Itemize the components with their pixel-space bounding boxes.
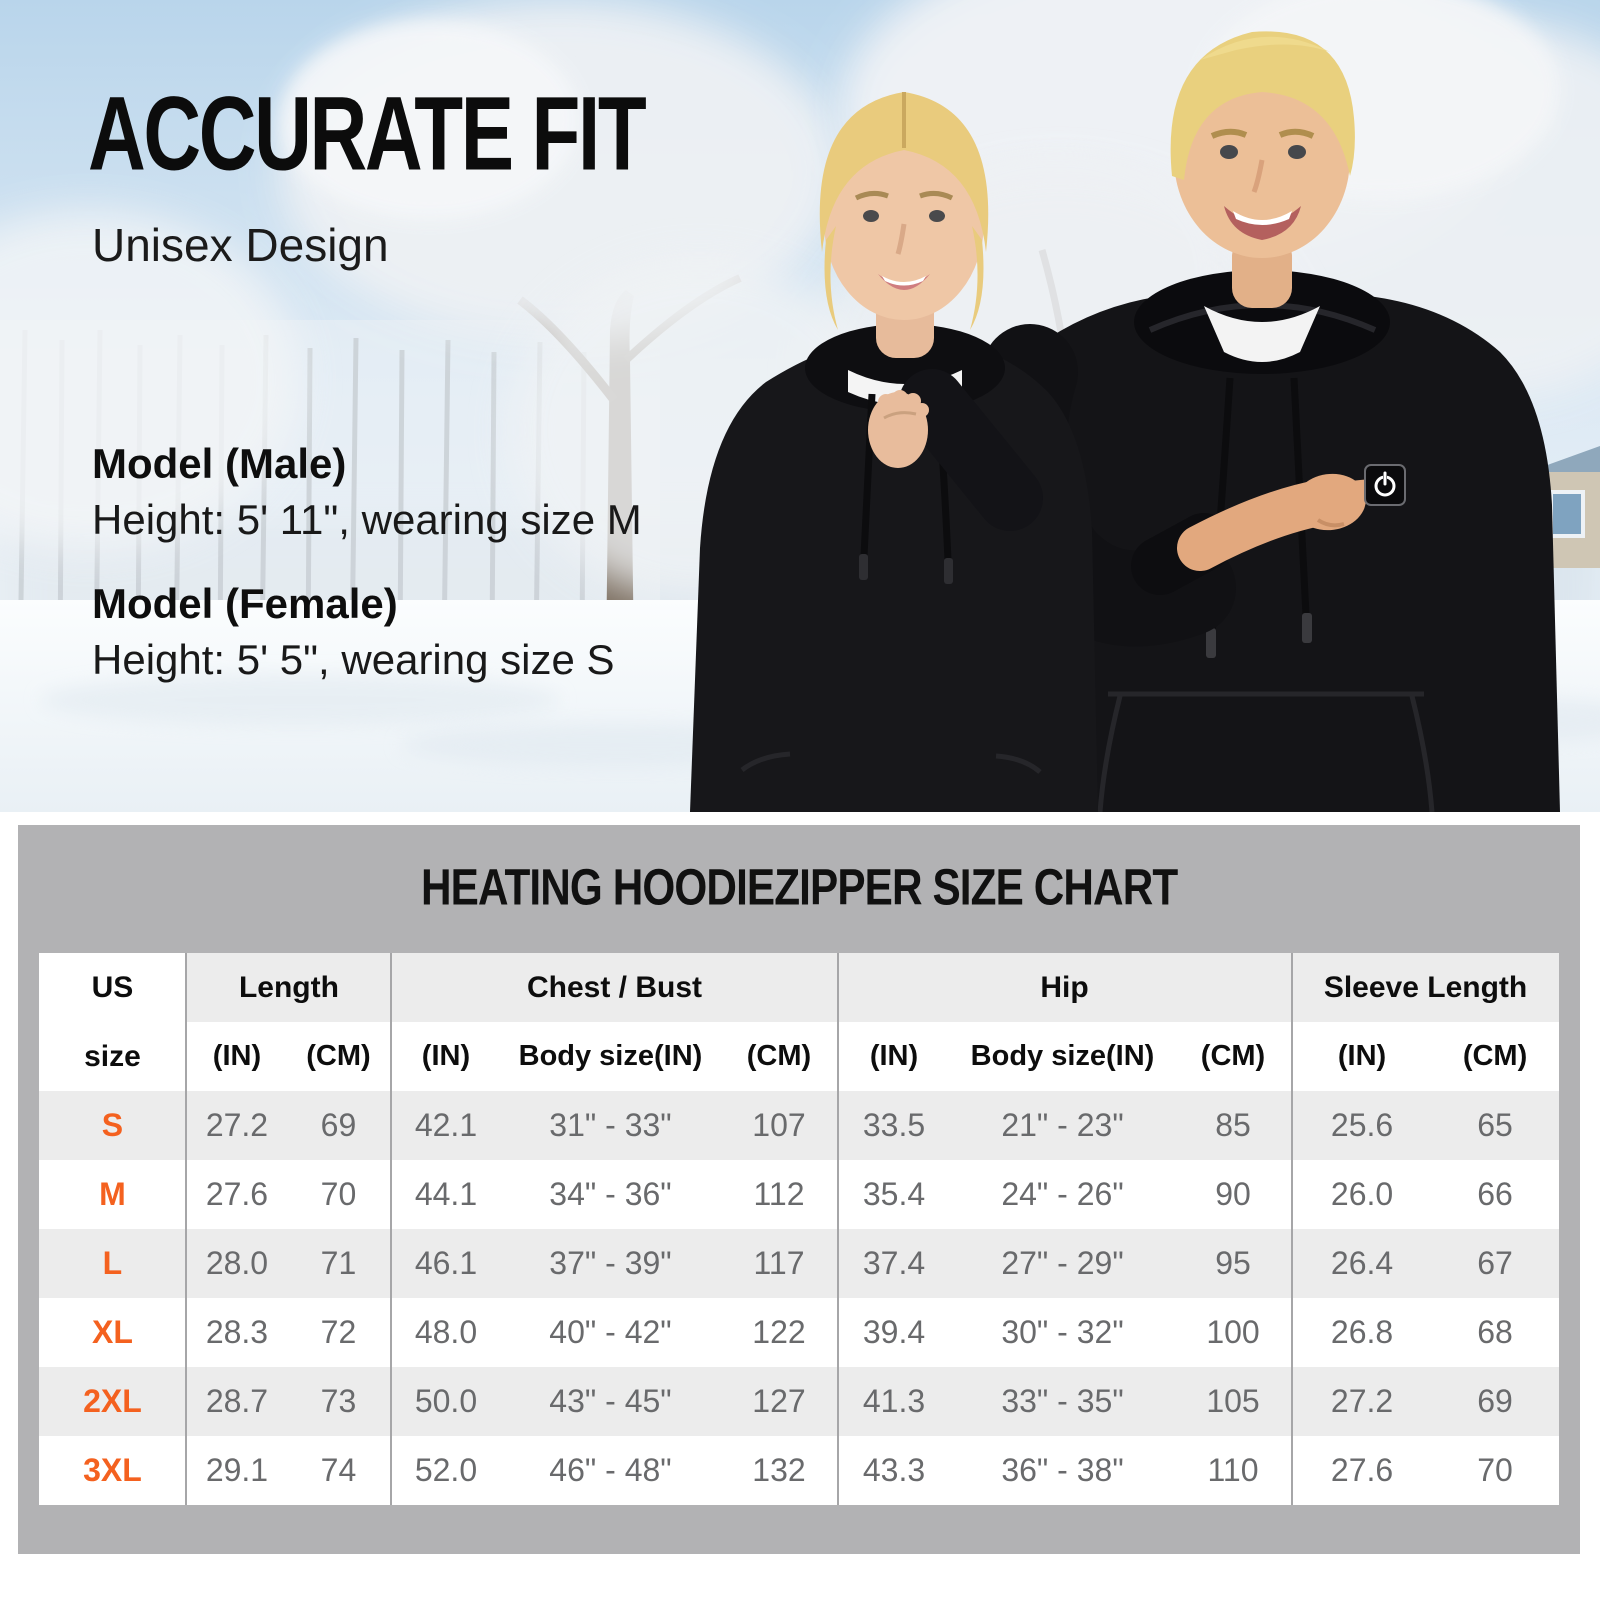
us-size-cell: M [99,1176,126,1212]
value-cell: 28.3 [186,1298,286,1367]
value-cell: 26.0 [1292,1160,1432,1229]
size-chart-title: HEATING HOODIEZIPPER SIZE CHART [420,858,1178,916]
value-cell: 33" - 35" [950,1367,1176,1436]
column-header-hip: Hip [838,953,1292,1022]
value-cell: 112 [753,1176,805,1212]
value-cell: 28.0 [186,1229,286,1298]
subheader-hip-in: (IN) [838,1022,950,1091]
size-chart-panel [18,825,1580,1554]
value-cell: 39.4 [838,1298,950,1367]
value-cell: 27.2 [1292,1367,1432,1436]
value-cell: 72 [320,1314,357,1350]
value-cell: 24" - 26" [1001,1176,1124,1212]
value-cell: 73 [286,1367,391,1436]
value-cell: 117 [721,1229,837,1298]
value-cell: 69 [286,1091,391,1160]
value-cell: 70 [320,1176,357,1212]
value-cell: 46.1 [391,1229,499,1298]
subheader-hip-bodysize: Body size(IN) [950,1022,1176,1091]
value-cell: 85 [1176,1091,1292,1160]
value-cell: 107 [721,1091,837,1160]
table-row [39,1298,1558,1367]
page-subtitle: Unisex Design [92,219,389,271]
column-header-us-size [39,953,186,1091]
value-cell: 110 [1207,1452,1259,1488]
value-cell: 37" - 39" [499,1229,721,1298]
us-size-cell: XL [92,1314,133,1350]
subheader-sleeve-cm: (CM) [1432,1022,1559,1091]
model-female-label: Model (Female) [92,580,398,627]
subheader-chest-in: (IN) [391,1022,499,1091]
value-cell: 95 [1176,1229,1292,1298]
value-cell: 43" - 45" [499,1367,721,1436]
us-size-cell: 3XL [83,1452,142,1488]
size-table-body [39,1091,1558,1505]
value-cell: 127 [721,1367,837,1436]
column-header-sleeve-length: Sleeve Length [1292,953,1559,1022]
column-header-chest-bust: Chest / Bust [391,953,837,1022]
value-cell: 70 [1477,1452,1513,1488]
size-chart-header [39,953,1558,1091]
table-row [39,1091,1558,1160]
value-cell: 100 [1206,1314,1260,1350]
value-cell: 50.0 [391,1367,499,1436]
subheader-hip-cm: (CM) [1176,1022,1292,1091]
value-cell: 30" - 32" [1001,1314,1124,1350]
value-cell: 40" - 42" [549,1314,672,1350]
value-cell: 74 [320,1452,357,1488]
value-cell: 68 [1477,1314,1513,1350]
value-cell: 41.3 [838,1367,950,1436]
value-cell: 27.6 [186,1160,286,1229]
subheader-length-cm: (CM) [286,1022,391,1091]
value-cell: 27.2 [186,1091,286,1160]
value-cell: 105 [1176,1367,1292,1436]
value-cell: 52.0 [391,1436,499,1505]
value-cell: 67 [1432,1229,1559,1298]
value-cell: 33.5 [838,1091,950,1160]
value-cell: 37.4 [838,1229,950,1298]
value-cell: 31" - 33" [499,1091,721,1160]
value-cell: 28.7 [186,1367,286,1436]
value-cell: 132 [752,1452,806,1488]
size-label-text: size [84,1040,141,1073]
page-title: ACCURATE FIT [88,75,645,193]
size-chart-table [39,953,1558,1505]
subheader-sleeve-in: (IN) [1292,1022,1432,1091]
model-female-detail: Height: 5' 5", wearing size S [92,636,615,683]
us-size-cell: S [39,1091,186,1160]
value-cell: 43.3 [838,1436,950,1505]
model-female-info [92,576,615,688]
table-row [39,1436,1558,1505]
us-size-cell: 2XL [39,1367,186,1436]
model-male-label: Model (Male) [92,440,347,487]
header-sub-row [39,1022,1558,1091]
value-cell: 46" - 48" [549,1452,672,1488]
value-cell: 25.6 [1292,1091,1432,1160]
value-cell: 27.6 [1292,1436,1432,1505]
table-row [39,1229,1558,1298]
value-cell: 42.1 [391,1091,499,1160]
us-size-cell: L [39,1229,186,1298]
table-row [39,1367,1558,1436]
us-label: US [91,971,134,1004]
value-cell: 21" - 23" [950,1091,1176,1160]
model-male-detail: Height: 5' 11", wearing size M [92,496,642,543]
table-row [39,1160,1558,1229]
value-cell: 66 [1477,1176,1513,1212]
subheader-length-in: (IN) [186,1022,286,1091]
value-cell: 90 [1215,1176,1251,1212]
value-cell: 69 [1432,1367,1559,1436]
value-cell: 34" - 36" [549,1176,672,1212]
model-male-info [92,436,642,548]
value-cell: 29.1 [186,1436,286,1505]
value-cell: 65 [1432,1091,1559,1160]
value-cell: 26.8 [1292,1298,1432,1367]
column-header-length: Length [186,953,391,1022]
value-cell: 44.1 [391,1160,499,1229]
value-cell: 71 [286,1229,391,1298]
header-group-row [39,953,1558,1022]
value-cell: 35.4 [838,1160,950,1229]
value-cell: 122 [752,1314,806,1350]
subheader-chest-bodysize: Body size(IN) [499,1022,721,1091]
value-cell: 27" - 29" [950,1229,1176,1298]
value-cell: 36" - 38" [1001,1452,1124,1488]
subheader-chest-cm: (CM) [721,1022,837,1091]
power-button-icon [1365,465,1405,505]
value-cell: 26.4 [1292,1229,1432,1298]
size-chart-title-wrap [18,857,1580,953]
value-cell: 48.0 [391,1298,499,1367]
